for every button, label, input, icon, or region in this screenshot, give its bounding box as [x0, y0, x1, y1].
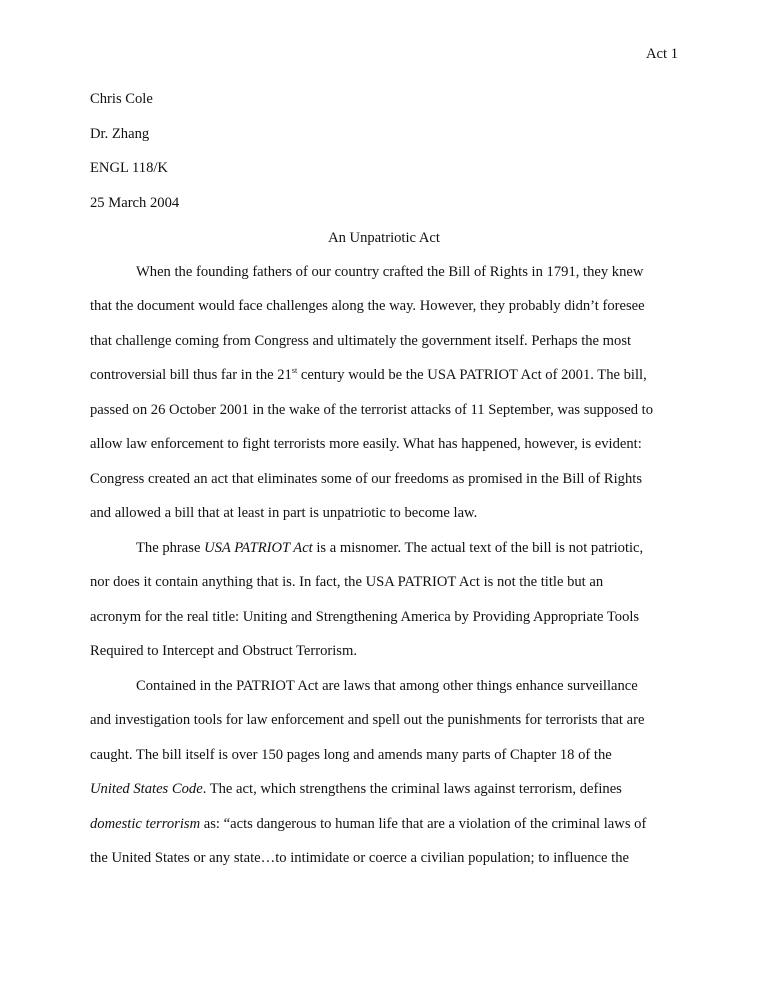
text-span: controversial bill thus far in the 21 — [90, 367, 292, 383]
running-head: Act 1 — [645, 46, 678, 62]
text-line: that the document would face challenges along the way. However, they probably didn’t foresee — [90, 298, 645, 314]
superscript: st — [291, 366, 298, 376]
text-line: allow law enforcement to fight terrorists more easily. What has happened, however, is evident: — [90, 436, 642, 452]
student-name: Chris Cole — [90, 91, 153, 107]
text-line: that challenge coming from Congress and ultimately the government itself. Perhaps the most — [90, 333, 632, 349]
text-line: caught. The bill itself is over 150 pages long and amends many parts of Chapter 18 of the — [90, 747, 612, 763]
text-span: as: “acts dangerous to human life that are a violation of the criminal laws of — [200, 816, 647, 832]
essay-title: An Unpatriotic Act — [328, 230, 440, 246]
text-line: acronym for the real title: Uniting and Strengthening America by Providing Appropriate Tools — [90, 609, 640, 625]
italic-title: USA PATRIOT Act — [204, 540, 313, 556]
italic-title: United States Code — [90, 781, 203, 797]
text-line: Congress created an act that eliminates some of our freedoms as promised in the Bill of Rights — [90, 471, 642, 487]
text-line — [90, 367, 647, 384]
text-line: and allowed a bill that at least in part is unpatriotic to become law. — [90, 505, 478, 521]
text-span: century would be the USA PATRIOT Act of 2001. The bill, — [297, 367, 647, 383]
text-line — [136, 540, 643, 557]
course-name: ENGL 118/K — [90, 160, 168, 176]
instructor-name: Dr. Zhang — [90, 126, 150, 142]
text-span: . The act, which strengthens the criminal laws against terrorism, defines — [202, 781, 622, 797]
text-line: passed on 26 October 2001 in the wake of the terrorist attacks of 11 September, was supposed to — [90, 402, 654, 418]
text-line: nor does it contain anything that is. In fact, the USA PATRIOT Act is not the title but an — [90, 574, 604, 590]
italic-term: domestic terrorism — [90, 816, 201, 832]
text-span: The phrase — [136, 540, 205, 556]
text-line: Contained in the PATRIOT Act are laws that among other things enhance surveillance — [136, 678, 638, 694]
text-line: and investigation tools for law enforcement and spell out the punishments for terrorists that are — [90, 712, 645, 728]
text-line — [90, 781, 622, 798]
text-line: Required to Intercept and Obstruct Terrorism. — [90, 643, 357, 659]
text-line: the United States or any state…to intimidate or coerce a civilian population; to influence the — [90, 850, 629, 866]
text-line — [90, 816, 646, 833]
text-span: is a misnomer. The actual text of the bill is not patriotic, — [312, 540, 644, 556]
date: 25 March 2004 — [90, 195, 180, 211]
text-line: When the founding fathers of our country crafted the Bill of Rights in 1791, they knew — [136, 264, 644, 280]
